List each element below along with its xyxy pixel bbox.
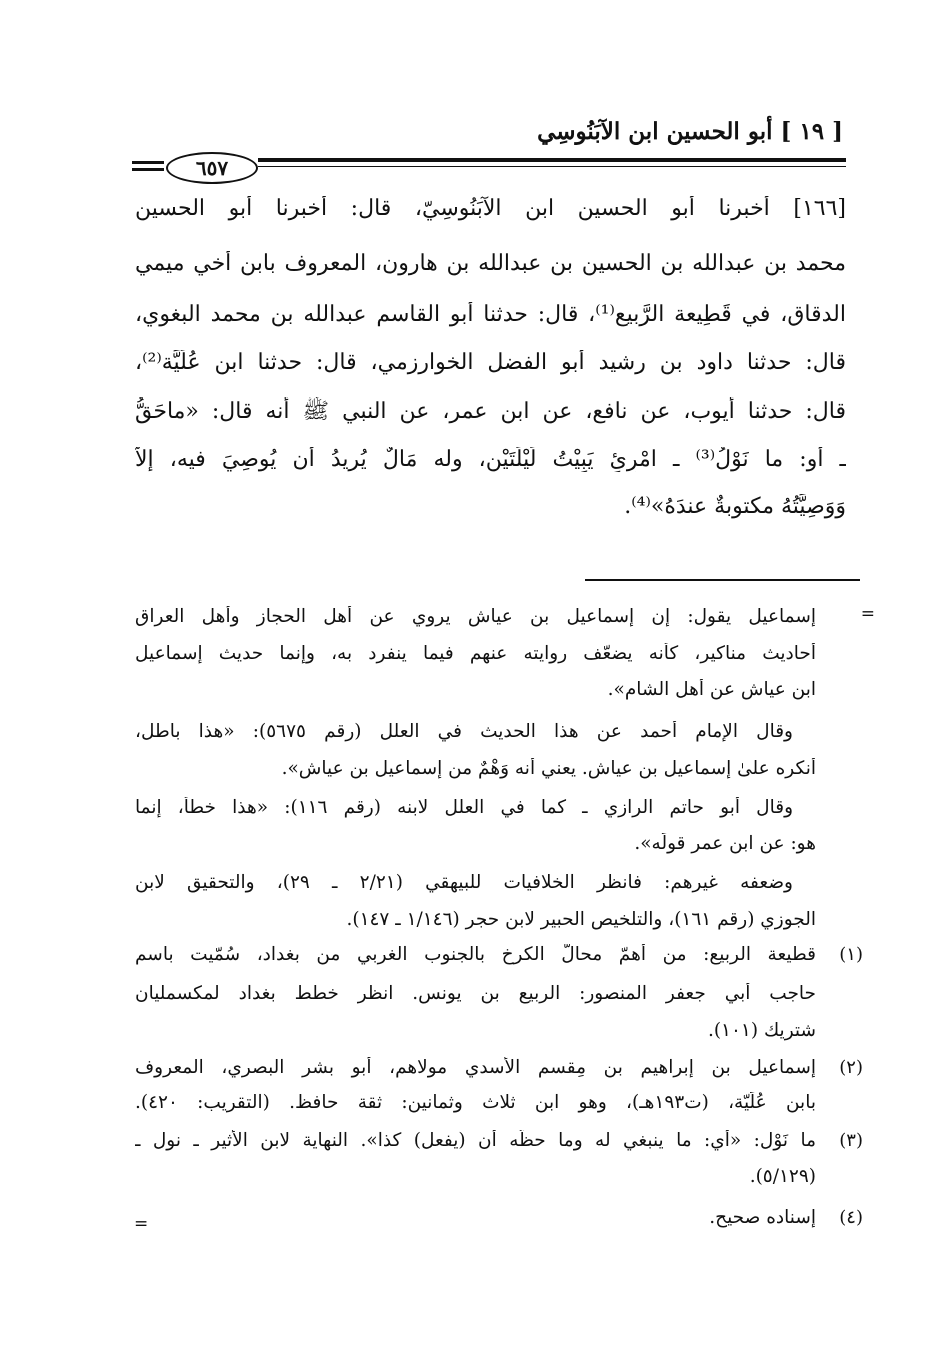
footnote-line: أُنكره علىٰ إسماعيل بن عياش. يعني أنه وَهْمٌ من إسماعيل بن عياش». <box>281 758 816 779</box>
running-header-title: [ ١٩ ] أبو الحسين ابن الآبَنُوسِي <box>537 118 843 145</box>
footnote-line: وقال أبو حاتم الرازي ـ كما في العلل لابنه (رقم ١١٦): «هذا خطأ، إنما <box>135 797 793 818</box>
footnote-line: شتريك (١٠١). <box>707 1020 816 1041</box>
footnote-line: إسناده صحيح. <box>709 1207 816 1228</box>
main-text-line: الدقاق، في قَطِيعة الرَّبيع⁽¹⁾، قال: حدثنا أبو القاسم عبدالله بن محمد البغوي، <box>135 302 846 327</box>
footnote-number: (١) <box>839 944 863 965</box>
continuation-marker: = <box>860 604 875 624</box>
page-number-badge: ٦٥٧ <box>166 152 258 184</box>
footnote-line: وقال الإمام أحمد عن هذا الحديث في العلل (رقم ٥٦٧٥): «هذا باطل، <box>135 721 793 742</box>
footnote-line: قطيعة الربيع: من أهمّ محالّ الكرخ بالجنوب الغربي من بغداد، سُمّيت باسم <box>135 944 816 965</box>
footnote-line: ابن عياش عن أهل الشام». <box>607 679 816 700</box>
footnote-number: (٣) <box>839 1130 863 1151</box>
footnote-line: إسماعيل بن إبراهيم بن مِقسم الأسدي مولاهم، أبو بشر البصري، المعروف <box>135 1057 816 1078</box>
header-rule-thick <box>258 158 846 162</box>
main-text-line: وَوَصِيَّتُهُ مكتوبةٌ عندَهُ»⁽⁴⁾. <box>624 494 846 519</box>
bottom-marker: = <box>134 1214 149 1234</box>
main-text-line: محمد بن عبدالله بن الحسين بن عبدالله بن هارون، المعروف بابن أخي ميمي <box>135 251 846 276</box>
footnote-line: ما نَوْل: «أي: ما ينبغي له وما حظُّه أن (يفعل) كذا». النهاية لابن الأثير ـ نول ـ <box>135 1130 816 1151</box>
main-text-line: ـ أو: ما نَوْلُ⁽³⁾ ـ امْرِئٍ يَبِيْتُ لَيْلَتَيْنِ، وله مَالٌ يُرِيدُ أن يُوصِيَ فيه، إلاّ <box>135 447 846 472</box>
footnote-line: هو: عن ابن عمر قولَه». <box>634 833 816 854</box>
main-text-line: [١٦٦] أخبرنا أبو الحسين ابن الآبَنُوسِيّ، قال: أخبرنا أبو الحسين <box>135 196 846 221</box>
footnote-line: وضعفه غيرهم: فانظر الخلافيات للبيهقي (٢/٢١ ـ ٢٩)، والتحقيق لابن <box>135 872 793 893</box>
footnote-separator <box>585 579 860 581</box>
header-rule-left-top <box>132 161 164 164</box>
footnote-line: (٥/١٢٩). <box>749 1166 816 1187</box>
footnote-number: (٢) <box>839 1057 863 1078</box>
footnote-line: أحاديث مناكير، كأنه يضعّف روايته عنهم فيما ينفرد به، وإنما حديث إسماعيل <box>135 643 816 664</box>
footnote-line: حاجب أبي جعفر المنصور: الربيع بن يونس. انظر خطط بغداد لمكسمليان <box>135 983 816 1004</box>
footnote-line: بابن عُلَيّة، (ت١٩٣هـ)، وهو ابن ثلاث وثمانين: ثقة حافظ. (التقريب: ٤٢٠). <box>135 1092 816 1113</box>
footnote-line: إسماعيل يقول: إن إسماعيل بن عياش يروي عن أهل الحجاز وأهل العراق <box>135 606 816 627</box>
main-text-line: قال: حدثنا أيوب، عن نافع، عن ابن عمر، عن النبي ﷺ أنه قال: «ماحَقُّ <box>135 399 846 424</box>
main-text-line: قال: حدثنا داود بن رشيد أبو الفضل الخوارزمي، قال: حدثنا ابن عُلَيَّة⁽²⁾، <box>135 350 846 375</box>
footnote-line: الجوزي (رقم ١٦١)، والتلخيص الحبير لابن حجر (١/١٤٦ ـ ١٤٧). <box>346 909 816 930</box>
header-rule-left-bottom <box>132 168 164 171</box>
footnote-number: (٤) <box>839 1207 863 1228</box>
header-rule-thin <box>258 166 846 167</box>
